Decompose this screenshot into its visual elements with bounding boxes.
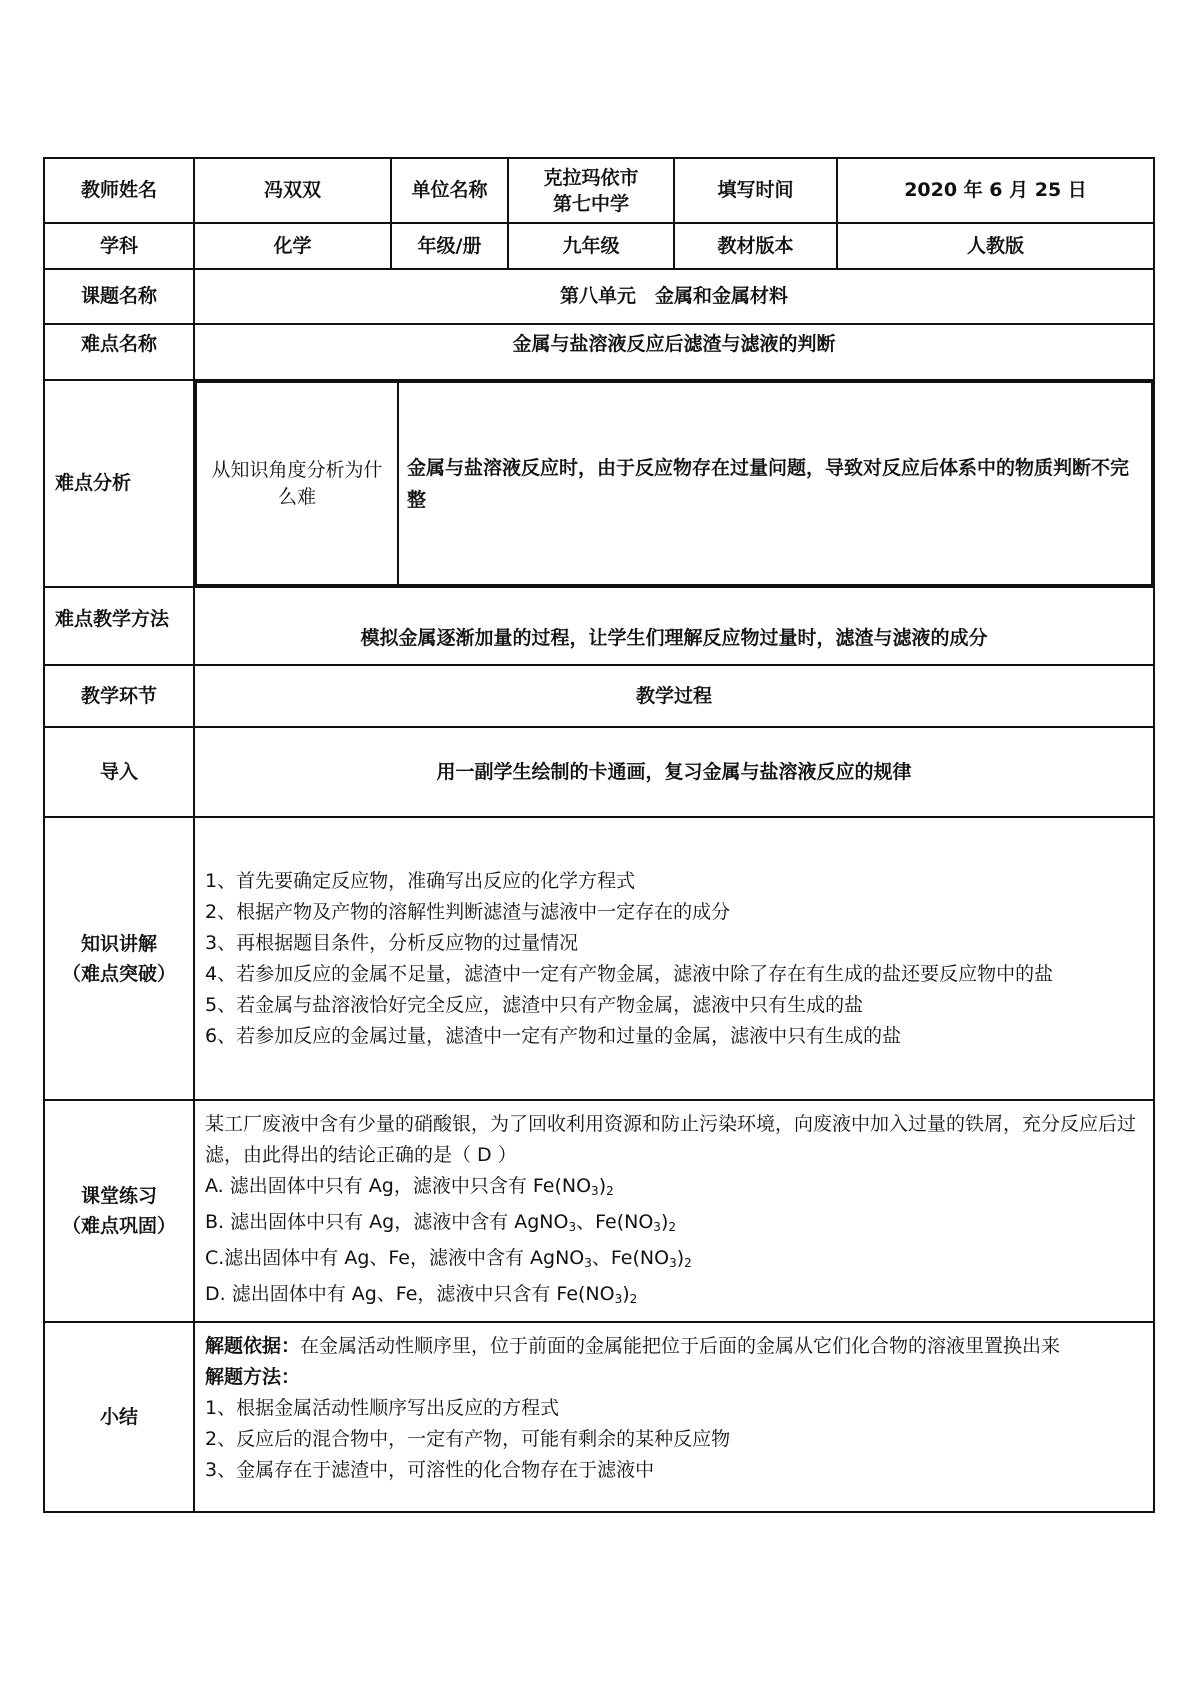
knowledge-item: 6、若参加反应的金属过量，滤渣中一定有产物和过量的金属，滤液中只有生成的盐 [205, 1024, 902, 1047]
teacher-label: 教师姓名 [44, 158, 194, 223]
analysis-row [44, 380, 1154, 587]
practice-label-line1: 课堂练习 [80, 1185, 157, 1207]
knowledge-label [44, 817, 194, 1100]
topic-row [44, 269, 1154, 324]
date-label: 填写时间 [674, 158, 837, 223]
method-label: 难点教学方法 [44, 587, 194, 665]
subject-value: 化学 [194, 223, 391, 269]
topic-value: 第八单元 金属和金属材料 [194, 269, 1154, 324]
knowledge-item: 3、再根据题目条件，分析反应物的过量情况 [205, 931, 579, 954]
analysis-cell [194, 380, 1154, 587]
unit-label: 单位名称 [391, 158, 508, 223]
option-c: C.滤出固体中有 Ag、Fe，滤液中含有 AgNO$_3$、$Fe(NO_3)_2$ [205, 1247, 692, 1270]
summary-content [194, 1322, 1154, 1512]
knowledge-item: 1、首先要确定反应物，准确写出反应的化学方程式 [205, 869, 636, 892]
lesson-table [43, 157, 1155, 1513]
summary-basis [205, 1331, 1145, 1362]
difficulty-row [44, 324, 1154, 380]
grade-label: 年级/册 [391, 223, 508, 269]
difficulty-label: 难点名称 [44, 324, 194, 380]
date-value: 2020 年 6 月 25 日 [837, 158, 1154, 223]
process-value: 教学过程 [194, 665, 1154, 727]
method-row [44, 587, 1154, 665]
edition-label: 教材版本 [674, 223, 837, 269]
knowledge-item: 2、根据产物及产物的溶解性判断滤渣与滤液中一定存在的成分 [205, 900, 731, 923]
summary-basis-label: 解题依据： [205, 1335, 301, 1357]
intro-value: 用一副学生绘制的卡通画，复习金属与盐溶液反应的规律 [194, 727, 1154, 817]
practice-row [44, 1100, 1154, 1322]
summary-basis-text: 在金属活动性顺序里，位于前面的金属能把位于后面的金属从它们化合物的溶液里置换出来 [300, 1335, 1061, 1357]
option-a: A. 滤出固体中只有 Ag，滤液中只含有 $Fe(NO_3)_2$ [205, 1175, 614, 1198]
knowledge-row [44, 817, 1154, 1100]
knowledge-item: 4、若参加反应的金属不足量，滤渣中一定有产物金属，滤液中除了存在有生成的盐还要反应物中的盐 [205, 962, 1054, 985]
intro-label: 导入 [44, 727, 194, 817]
summary-method-label: 解题方法： [205, 1366, 301, 1388]
difficulty-value: 金属与盐溶液反应后滤渣与滤液的判断 [194, 324, 1154, 380]
method-value: 模拟金属逐渐加量的过程，让学生们理解反应物过量时，滤渣与滤液的成分 [194, 587, 1154, 665]
summary-label: 小结 [44, 1322, 194, 1512]
header-row-2 [44, 223, 1154, 269]
knowledge-item: 5、若金属与盐溶液恰好完全反应，滤渣中只有产物金属，滤液中只有生成的盐 [205, 993, 864, 1016]
edition-value: 人教版 [837, 223, 1154, 269]
knowledge-content [194, 817, 1154, 1100]
grade-value: 九年级 [508, 223, 674, 269]
option-b: B. 滤出固体中只有 Ag，滤液中含有 AgNO$_3$、$Fe(NO_3)_2$ [205, 1211, 676, 1234]
analysis-value: 金属与盐溶液反应时，由于反应物存在过量问题，导致对反应后体系中的物质判断不完整 [398, 382, 1152, 585]
practice-label [44, 1100, 194, 1322]
knowledge-label-line2: （难点突破） [61, 962, 176, 985]
summary-item: 1、根据金属活动性顺序写出反应的方程式 [205, 1397, 560, 1419]
unit-value-line2: 第七中学 [552, 192, 629, 215]
summary-item: 2、反应后的混合物中，一定有产物，可能有剩余的某种反应物 [205, 1428, 731, 1450]
process-row [44, 665, 1154, 727]
knowledge-label-line1: 知识讲解 [80, 932, 157, 955]
analysis-sublabel: 从知识角度分析为什么难 [196, 382, 398, 585]
unit-value-line1: 克拉玛依市 [543, 166, 639, 189]
unit-value [508, 158, 674, 223]
topic-label: 课题名称 [44, 269, 194, 324]
analysis-label: 难点分析 [44, 380, 194, 587]
lesson-form [43, 157, 1153, 1513]
summary-row [44, 1322, 1154, 1512]
subject-label: 学科 [44, 223, 194, 269]
teacher-value: 冯双双 [194, 158, 391, 223]
analysis-inner [195, 381, 1153, 586]
summary-item: 3、金属存在于滤渣中，可溶性的化合物存在于滤液中 [205, 1459, 655, 1481]
practice-label-line2: （难点巩固） [61, 1215, 176, 1237]
intro-row [44, 727, 1154, 817]
process-label: 教学环节 [44, 665, 194, 727]
option-d: D. 滤出固体中有 Ag、Fe，滤液中只含有 $Fe(NO_3)_2$ [205, 1283, 638, 1306]
practice-content [194, 1100, 1154, 1322]
header-row-1 [44, 158, 1154, 223]
practice-question: 某工厂废液中含有少量的硝酸银，为了回收利用资源和防止污染环境，向废液中加入过量的铁屑，充分反应后过滤，由此得出的结论正确的是（ D ） [205, 1113, 1137, 1166]
